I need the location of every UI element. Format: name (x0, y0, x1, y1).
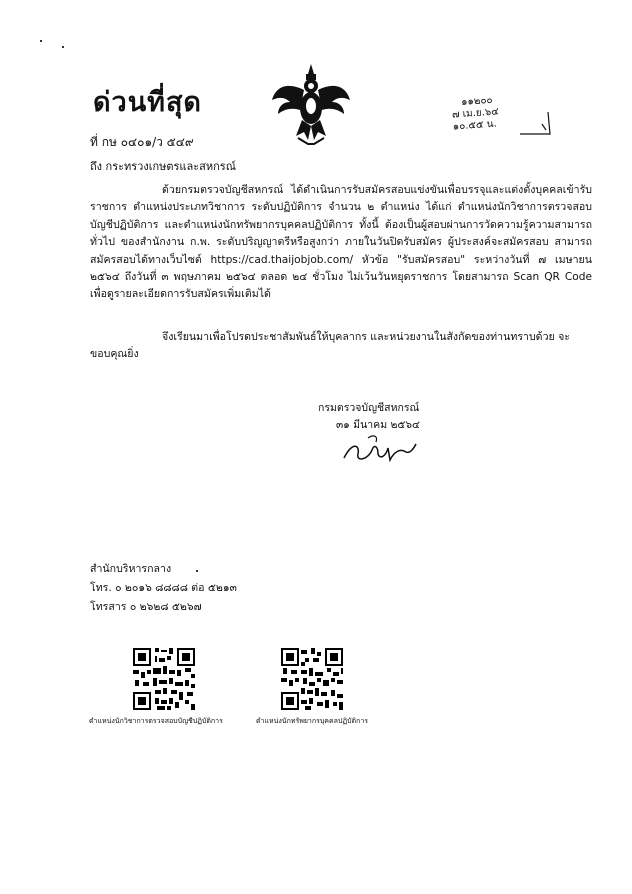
department-name: กรมตรวจบัญชีสหกรณ์ (318, 402, 420, 414)
garuda-emblem-icon (268, 60, 354, 146)
body-paragraph: ด้วยกรมตรวจบัญชีสหกรณ์ ได้ดำเนินการรับสมัครสอบแข่งขันเพื่อบรรจุและแต่งตั้งบุคคลเข้ารับราชการ ตำแหน่งประเภทวิชาการ ระดับปฏิบัติการ จำนวน ๒ ตำแหน่ง ได้แก่ ตำแหน่งนักวิชาการตรวจสอบบัญชีปฏิบัติการ และตำแหน่งนักทรัพยากรบุคคลปฏิบัติการ ทั้งนี้ ต้องเป็นผู้สอบผ่านการวัดความรู้ความสามารถทั่วไป ของสำนักงาน ก.พ. ระดับปริญญาตรีหรือสูงกว่า ภายในวันปิดรับสมัคร ผู้ประสงค์จะสมัครสอบ สามารถสมัครสอบได้ทางเว็บไซต์ https://cad.thaijobjob.com/ หัวข้อ "รับสมัครสอบ" ระหว่างวันที่ ๗ เมษายน ๒๕๖๔ ถึงวันที่ ๓ พฤษภาคม ๒๕๖๔ ตลอด ๒๔ ชั่วโมง ไม่เว้นวันหยุดราชการ โดยสามารถ Scan QR Code เพื่อดูรายละเอียดการรับสมัครเพิ่มเติมได้ (90, 184, 592, 301)
receipt-time: ๑๐.๕๕ น. (452, 118, 498, 133)
scan-speck (196, 570, 198, 572)
urgency-heading: ด่วนที่สุด (93, 87, 202, 118)
letter-body (90, 182, 592, 304)
closing-text: จึงเรียนมาเพื่อโปรดประชาสัมพันธ์ให้บุคลากร และหน่วยงานในสังกัดของท่านทราบด้วย จะขอบคุณยิ่ง (90, 331, 570, 361)
receipt-stamp (451, 94, 500, 133)
handwritten-signature-icon (340, 434, 420, 466)
contact-block (90, 560, 237, 617)
stamp-bracket-icon (518, 110, 552, 136)
phone-number: โทร. ๐ ๒๐๑๖ ๘๘๘๘ ต่อ ๕๒๑๓ (90, 582, 237, 594)
signature-date: ๓๑ มีนาคม ๒๕๖๔ (336, 419, 420, 431)
receipt-number: ๑๑๒๐๐ (460, 94, 493, 108)
reference-number: ที่ กษ ๐๔๐๑/ว ๕๔๙ (90, 135, 194, 149)
closing-paragraph (90, 329, 592, 364)
receipt-date: ๗ เม.ย.๖๔ (451, 106, 500, 121)
scan-speck (40, 40, 42, 42)
addressee: ถึง กระทรวงเกษตรและสหกรณ์ (90, 160, 236, 173)
qr-code-icon[interactable] (279, 646, 345, 712)
qr-caption-auditor: ตำแหน่งนักวิชาการตรวจสอบบัญชีปฏิบัติการ (89, 717, 223, 725)
qr-caption-hr: ตำแหน่งนักทรัพยากรบุคคลปฏิบัติการ (256, 717, 369, 725)
scan-speck (62, 46, 64, 48)
signature-block (318, 400, 420, 434)
fax-number: โทรสาร ๐ ๒๖๒๘ ๕๒๖๗ (90, 601, 202, 613)
qr-code-icon[interactable] (131, 646, 197, 712)
office-name: สำนักบริหารกลาง (90, 563, 172, 575)
